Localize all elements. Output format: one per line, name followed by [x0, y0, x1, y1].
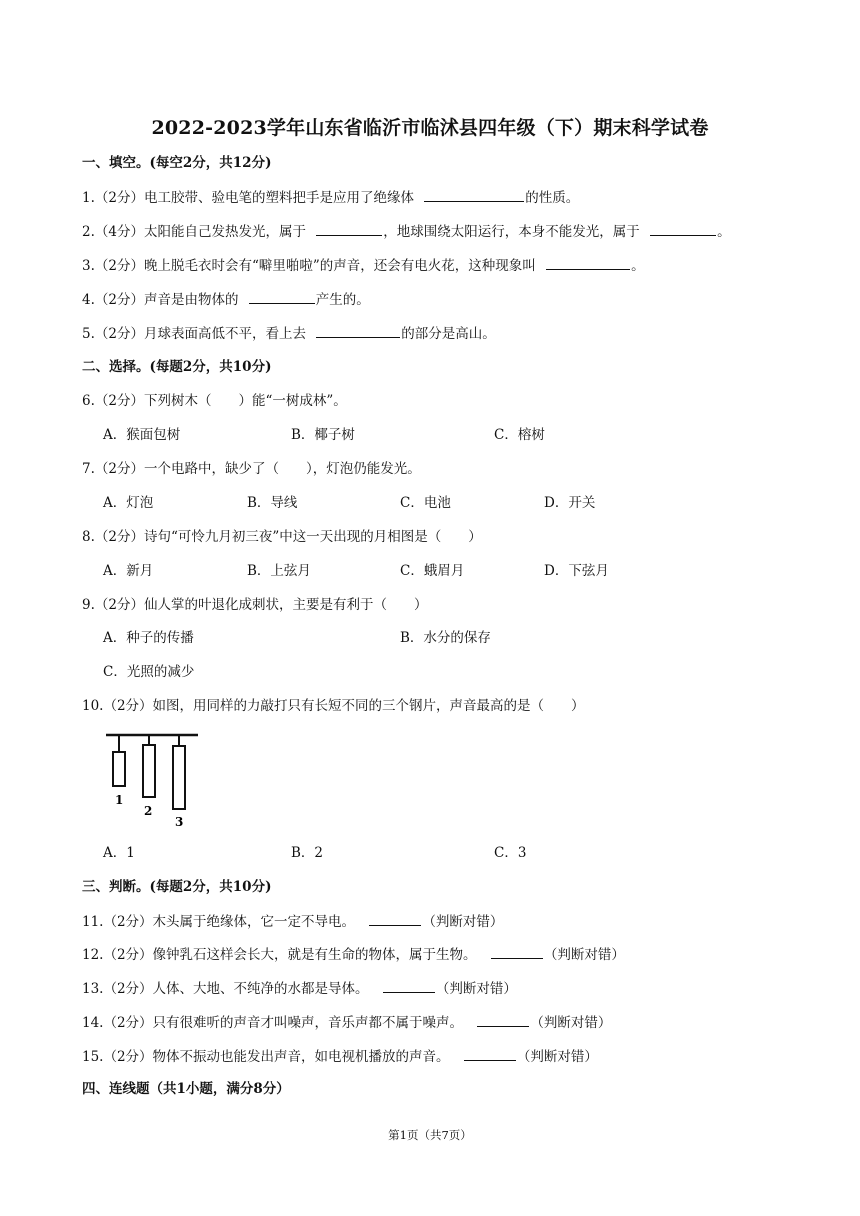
question-7: 7.（2分）一个电路中，缺少了（ ），灯泡仍能发光。 [82, 461, 421, 477]
strip-label-3: 3 [175, 815, 184, 828]
question-5 [82, 323, 496, 344]
option-c[interactable]: C．光照的减少 [103, 664, 195, 680]
answer-blank[interactable] [424, 187, 524, 202]
option-a[interactable]: A．灯泡 [103, 495, 154, 511]
answer-blank[interactable] [383, 978, 435, 993]
question-text: 4.（2分）声音是由物体的 [82, 292, 239, 308]
option-b[interactable]: B．椰子树 [291, 427, 355, 443]
question-text: 的部分是高山。 [401, 326, 496, 342]
question-text: 。 [631, 258, 645, 274]
question-8: 8.（2分）诗句“可怜九月初三夜”中这一天出现的月相图是（ ） [82, 529, 482, 545]
answer-blank[interactable] [316, 323, 400, 338]
option-d[interactable]: D．下弦月 [544, 563, 609, 579]
question-text: 2.（4分）太阳能自己发热发光，属于 [82, 224, 306, 240]
answer-blank[interactable] [249, 289, 315, 304]
option-b[interactable]: B．上弦月 [247, 563, 311, 579]
question-text: （判断对错） [435, 981, 517, 997]
question-text: 11.（2分）木头属于绝缘体，它一定不导电。 [82, 914, 356, 930]
question-2 [82, 221, 731, 242]
option-b[interactable]: B．导线 [247, 495, 298, 511]
option-c[interactable]: C．榕树 [494, 427, 545, 443]
answer-blank[interactable] [546, 255, 630, 270]
question-4 [82, 289, 370, 310]
question-text: （判断对错） [543, 947, 625, 963]
answer-blank[interactable] [477, 1012, 529, 1027]
question-text: （判断对错） [530, 1015, 612, 1031]
section-true-false: 三、判断。(每题2分，共10分) [82, 879, 272, 895]
option-a[interactable]: A．新月 [103, 563, 154, 579]
question-3 [82, 255, 645, 276]
question-text: 14.（2分）只有很难听的声音才叫噪声，音乐声都不属于噪声。 [82, 1015, 464, 1031]
question-15 [82, 1046, 598, 1067]
steel-strips-figure [100, 728, 204, 828]
page-title: 2022-2023学年山东省临沂市临沭县四年级（下）期末科学试卷 [151, 117, 709, 139]
option-a[interactable]: A．1 [103, 845, 135, 861]
steel-strip-2 [143, 745, 155, 797]
page-footer: 第1页（共7页） [388, 1128, 472, 1142]
question-text: 1.（2分）电工胶带、验电笔的塑料把手是应用了绝缘体 [82, 190, 414, 206]
answer-blank[interactable] [491, 944, 543, 959]
option-b[interactable]: B．2 [291, 845, 324, 861]
section-matching: 四、连线题（共1小题，满分8分） [82, 1081, 290, 1097]
section-fill-in: 一、填空。(每空2分，共12分) [82, 155, 272, 171]
option-a[interactable]: A．种子的传播 [103, 630, 194, 646]
question-6: 6.（2分）下列树木（ ）能“一树成林”。 [82, 393, 347, 409]
strip-label-1: 1 [115, 793, 124, 807]
option-c[interactable]: C．蛾眉月 [400, 563, 465, 579]
option-c[interactable]: C．电池 [400, 495, 451, 511]
question-10: 10.（2分）如图，用同样的力敲打只有长短不同的三个钢片，声音最高的是（ ） [82, 698, 585, 714]
question-14 [82, 1012, 611, 1033]
question-text: 15.（2分）物体不振动也能发出声音，如电视机播放的声音。 [82, 1049, 450, 1065]
question-text: 13.（2分）人体、大地、不纯净的水都是导体。 [82, 981, 369, 997]
question-text: （判断对错） [516, 1049, 598, 1065]
question-9: 9.（2分）仙人掌的叶退化成刺状，主要是有利于（ ） [82, 597, 428, 613]
question-13 [82, 978, 517, 999]
question-text: （判断对错） [422, 914, 504, 930]
question-text: ，地球围绕太阳运行，本身不能发光，属于 [383, 224, 640, 240]
question-text: 的性质。 [525, 190, 580, 206]
answer-blank[interactable] [316, 221, 382, 236]
option-a[interactable]: A．猴面包树 [103, 427, 181, 443]
answer-blank[interactable] [369, 911, 421, 926]
question-text: 产生的。 [315, 292, 370, 308]
question-text: 3.（2分）晚上脱毛衣时会有“噼里啪啦”的声音，还会有电火花，这种现象叫 [82, 258, 536, 274]
question-11 [82, 911, 503, 932]
section-choice: 二、选择。(每题2分，共10分) [82, 359, 272, 375]
question-text: 5.（2分）月球表面高低不平，看上去 [82, 326, 306, 342]
option-d[interactable]: D．开关 [544, 495, 596, 511]
answer-blank[interactable] [650, 221, 716, 236]
question-1 [82, 187, 579, 208]
question-text: 12.（2分）像钟乳石这样会长大，就是有生命的物体，属于生物。 [82, 947, 477, 963]
option-b[interactable]: B．水分的保存 [400, 630, 491, 646]
option-c[interactable]: C．3 [494, 845, 527, 861]
question-text: 。 [717, 224, 731, 240]
steel-strip-1 [113, 752, 125, 786]
answer-blank[interactable] [464, 1046, 516, 1061]
question-12 [82, 944, 625, 965]
steel-strip-3 [173, 746, 185, 809]
strip-label-2: 2 [144, 804, 153, 818]
